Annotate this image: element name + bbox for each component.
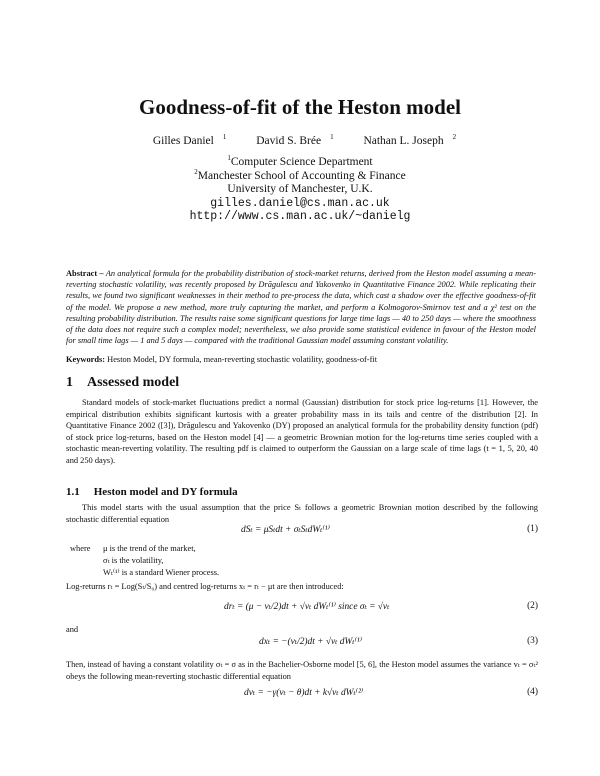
section-paragraph: Standard models of stock-market fluctuations predict a normal (Gaussian) distribution for stock price log-returns [1]. However, the empirical distribution exhibits significant kurtosis with a greater probability mass in its tails and centre of the distribution [2]. In Quantitative Finance 2002 ([3]), Drăgulescu and Yakovenko (DY) proposed an analytical formula for the probability density function (pdf) of stock price log-returns, based on the Heston model [4] — a geometric Brownian motion for the log-returns time series coupled with a stochastic mean-reverting volatility. The resulting pdf is claimed to outperform the Gaussian on a large scale of time lags (t = 1, 5, 20, 40 and 250 days). xyxy=(66,398,538,465)
abstract-label: Abstract – xyxy=(66,269,104,278)
equation-3: dxₜ = −(vₜ/2)dt + √vₜ dWₜ⁽¹⁾ (3) xyxy=(259,636,538,647)
affiliation-1: $^1$Computer Science Department xyxy=(227,154,373,168)
abstract-text: An analytical formula for the probability distribution of stock-market returns, derived from the Heston model assuming a mean-reverting stochastic volatility, was recently proposed by Drăgulescu and Yakovenko in Quantitative Finance 2002. While replicating their results, we found two significant weaknesses in their method to pre-process the data, which cast a shadow over the effective goodness-of-fit of the model. We propose a new method, more truly capturing the market, and perform a Kolmogorov-Smirnov test and a χ² test on the resulting probability distribution. The results raise some significant questions for large time lags — 40 to 250 days — where the smoothness of the data does not require such a complex model; nevertheless, we also provide some statistical evidence in favour of the Heston model for small time lags — 1 and 5 days — compared with the traditional Gaussian model assuming constant volatility. xyxy=(66,269,536,346)
and-label: and xyxy=(66,625,79,634)
author: Gilles Daniel $^1$ xyxy=(152,133,227,147)
keywords xyxy=(66,355,536,364)
equation-1: dSₜ = μSₜdt + σₜSₜdWₜ⁽¹⁾ (1) xyxy=(241,524,538,535)
subsection-paragraph: This model starts with the usual assumption that the price Sₜ follows a geometric Brownian motion described by the following stochastic differential equation xyxy=(66,503,538,524)
section-heading: 1 Assessed model xyxy=(66,375,180,390)
keywords-label: Keywords: xyxy=(66,355,106,364)
keywords-text: Heston Model, DY formula, mean-reverting stochastic volatility, goodness-of-fit xyxy=(107,355,378,364)
abstract xyxy=(66,268,536,346)
variable-definitions: where μ is the trend of the market, σₜ is the volatility, Wₜ⁽¹⁾ is a standard Wiener process. xyxy=(70,544,220,577)
author: Nathan L. Joseph $^2$ xyxy=(363,133,457,147)
equation-2: drₜ = (μ − vₜ/2)dt + √vₜ dWₜ⁽¹⁾ since σₜ = √vₜ (2) xyxy=(224,601,538,612)
author-list xyxy=(0,135,600,147)
affiliation-2: $^2$Manchester School of Accounting & Finance xyxy=(194,167,406,182)
logreturns-definition: Log-returns rₜ = Log(Sₜ/S₀) and centred log-returns xₜ = rₜ − μt are then introduced: xyxy=(66,582,344,591)
equation-4: dvₜ = −γ(vₜ − θ)dt + k√vₜ dWₜ⁽²⁾ (4) xyxy=(244,687,538,698)
homepage-url[interactable]: http://www.cs.man.ac.uk/~danielg xyxy=(189,210,411,223)
subsection-paragraph-2: Then, instead of having a constant volatility σₜ = σ as in the Bachelier-Osborne model [5, 6], the Heston model assumes the variance vₜ = σₜ² obeys the following mean-reverting stochastic differential equation xyxy=(66,660,538,681)
subsection-heading: 1.1 Heston model and DY formula xyxy=(66,486,238,498)
university: University of Manchester, U.K. xyxy=(227,183,373,195)
affiliations xyxy=(0,156,600,224)
paper-title: Goodness-of-fit of the Heston model xyxy=(139,95,461,119)
author: David S. Brée $^1$ xyxy=(256,133,334,147)
email-address[interactable]: gilles.daniel@cs.man.ac.uk xyxy=(210,196,390,210)
